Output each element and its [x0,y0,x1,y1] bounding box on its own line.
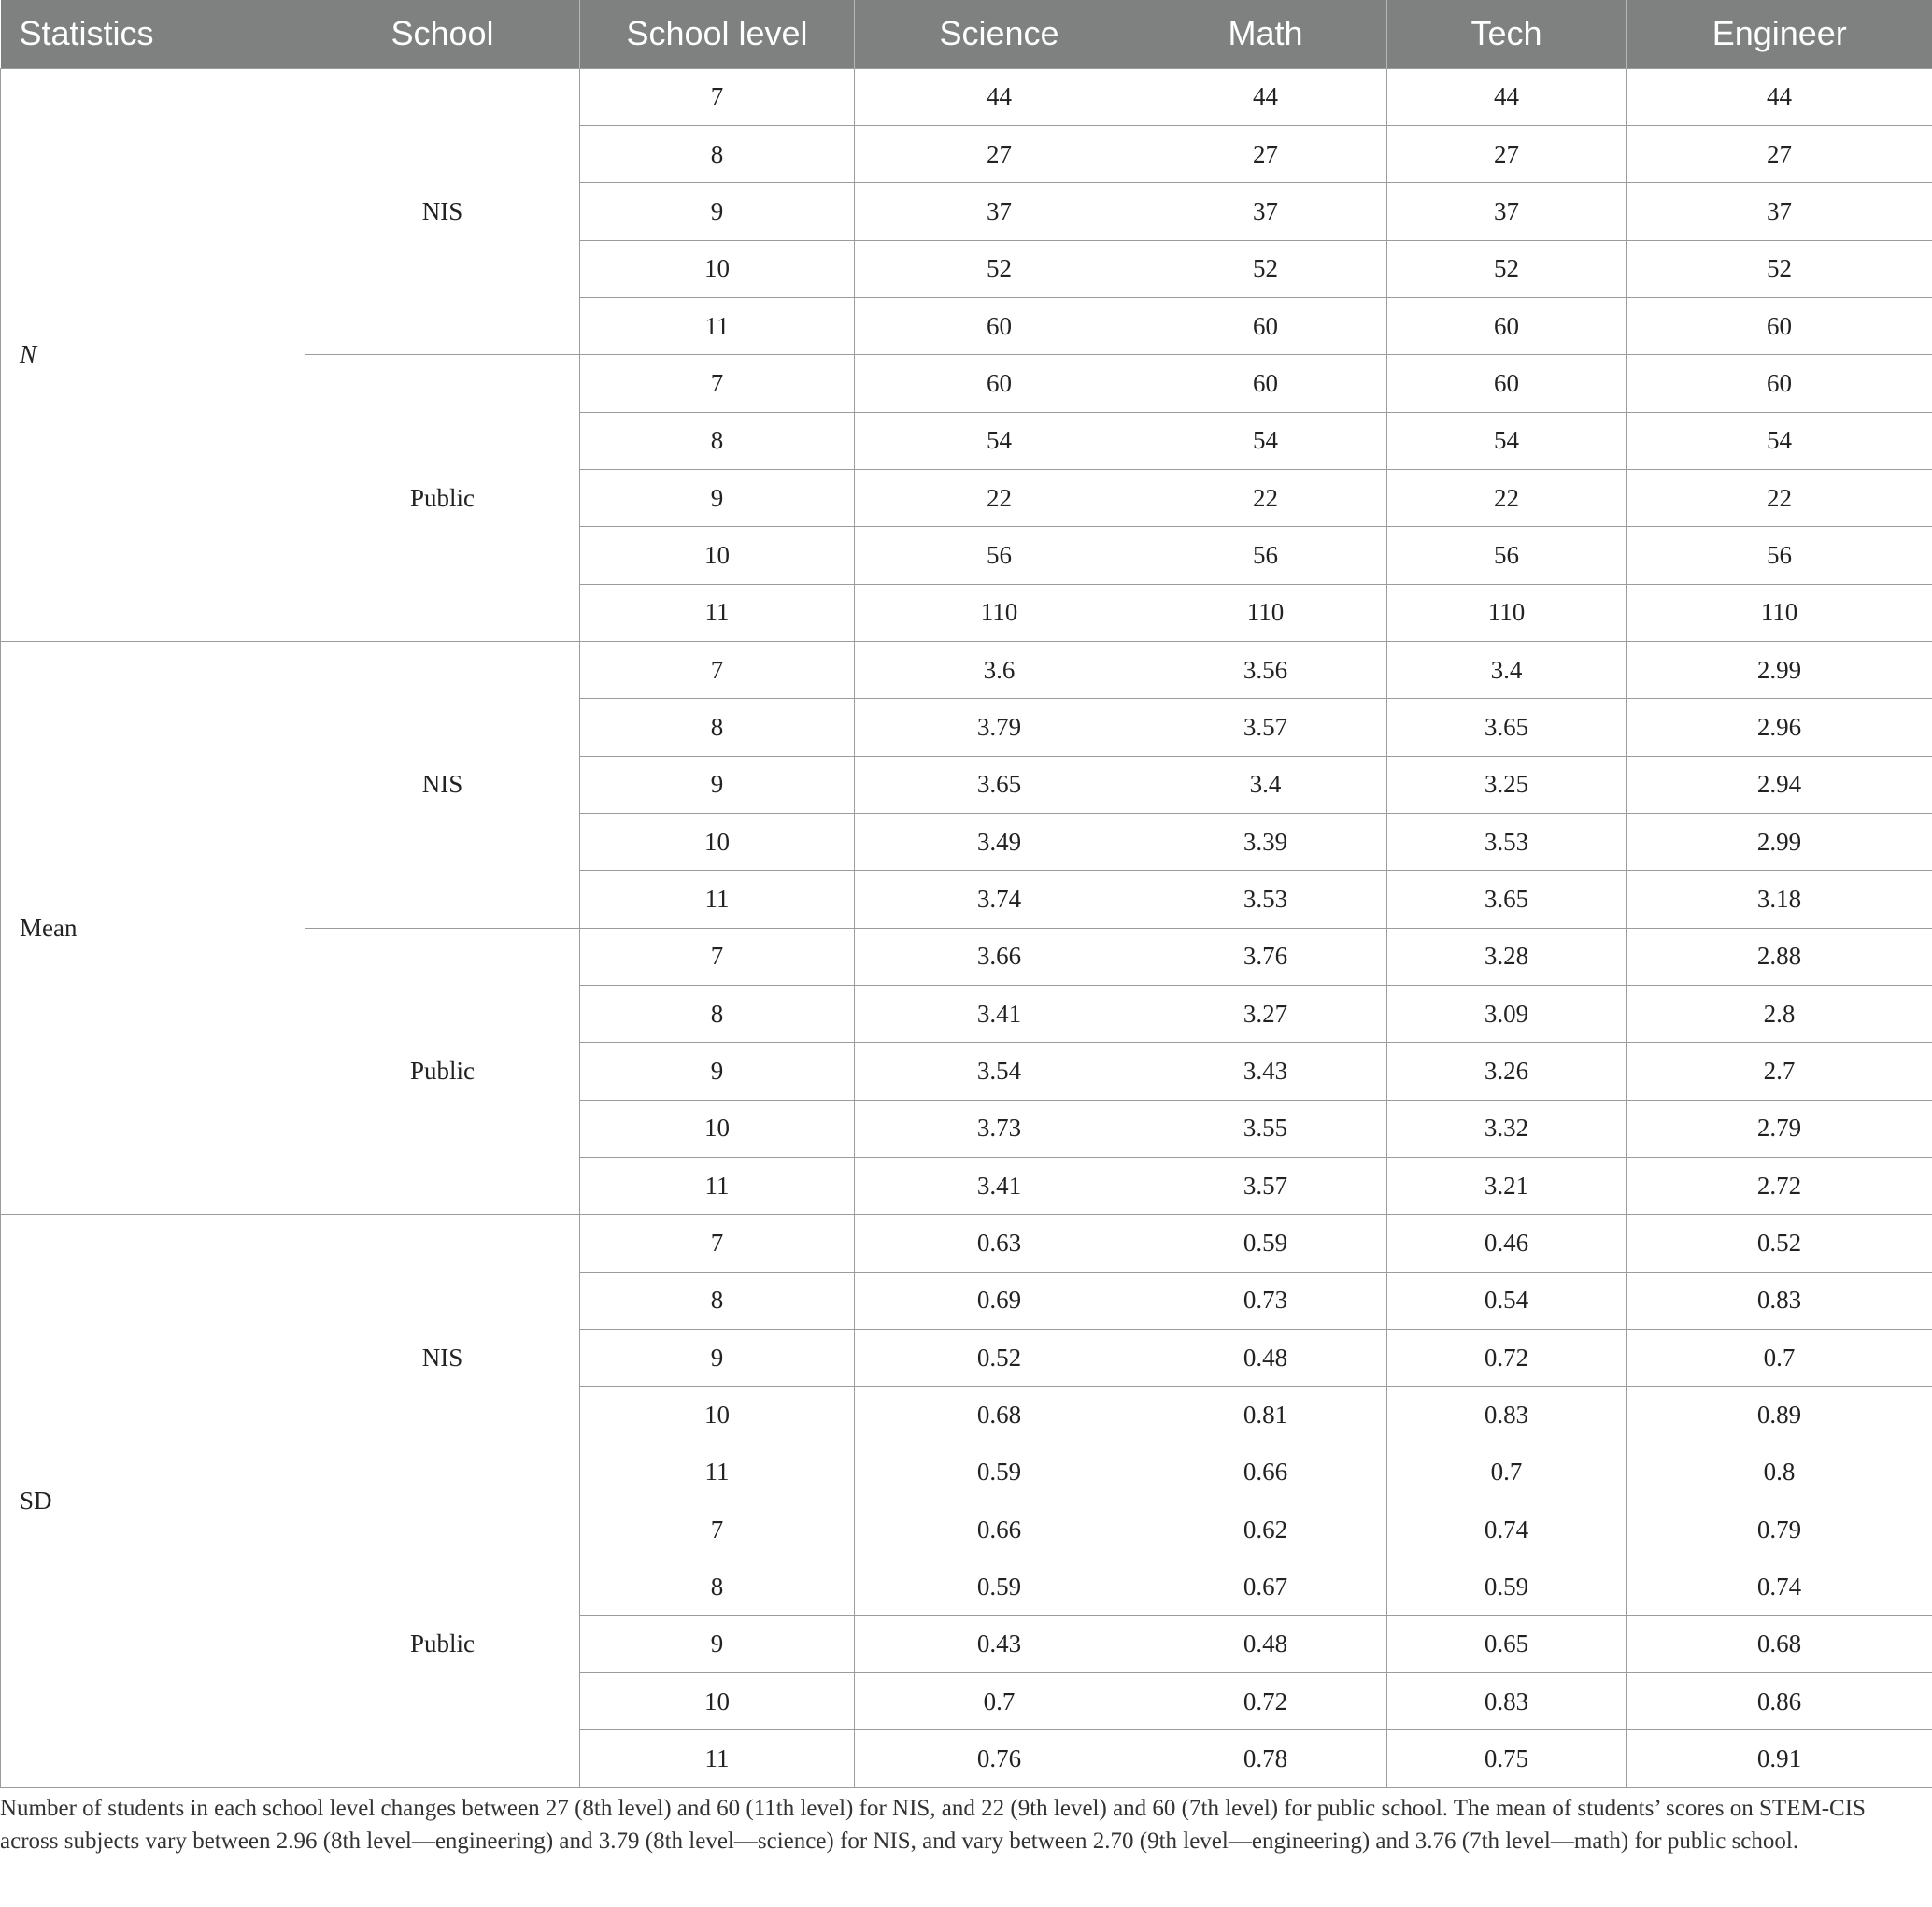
engineer-cell: 0.52 [1627,1215,1932,1272]
math-cell: 3.39 [1144,813,1387,870]
statistic-label: N [1,68,305,641]
statistic-label: Mean [1,641,305,1214]
engineer-cell: 52 [1627,240,1932,297]
math-cell: 0.48 [1144,1330,1387,1387]
school-level-cell: 11 [580,871,855,928]
table-footnote: Number of students in each school level changes between 27 (8th level) and 60 (11th level) for NIS, and 22 (9th level) and 60 (7th level) for public school. The mean of students’ scores on STEM-CIS across subjects vary between 2.96 (8th level—engineering) and 3.79 (8th level—science) for NIS, and vary between 2.70 (9th level—engineering) and 3.76 (7th level—math) for public school. [0,1796,1866,1854]
engineer-cell: 2.96 [1627,699,1932,756]
header-engineer: Engineer [1627,0,1932,68]
tech-cell: 0.74 [1387,1501,1627,1558]
tech-cell: 3.65 [1387,699,1627,756]
school-level-cell: 8 [580,986,855,1043]
engineer-cell: 0.83 [1627,1272,1932,1329]
engineer-cell: 0.68 [1627,1615,1932,1672]
engineer-cell: 60 [1627,297,1932,354]
math-cell: 0.81 [1144,1387,1387,1444]
school-level-cell: 7 [580,1501,855,1558]
engineer-cell: 37 [1627,183,1932,240]
tech-cell: 3.4 [1387,641,1627,698]
header-row [1,0,1932,68]
science-cell: 0.69 [855,1272,1144,1329]
math-cell: 54 [1144,412,1387,469]
science-cell: 60 [855,355,1144,412]
engineer-cell: 0.91 [1627,1730,1932,1787]
school-level-cell: 9 [580,1330,855,1387]
header-school: School [305,0,580,68]
science-cell: 22 [855,469,1144,526]
tech-cell: 0.59 [1387,1558,1627,1615]
math-cell: 0.78 [1144,1730,1387,1787]
school-level-cell: 9 [580,469,855,526]
engineer-cell: 0.74 [1627,1558,1932,1615]
engineer-cell: 0.89 [1627,1387,1932,1444]
math-cell: 0.59 [1144,1215,1387,1272]
engineer-cell: 2.79 [1627,1100,1932,1157]
header-statistics: Statistics [1,0,305,68]
school-label: Public [305,1501,580,1788]
math-cell: 56 [1144,527,1387,584]
tech-cell: 110 [1387,584,1627,641]
engineer-cell: 2.8 [1627,986,1932,1043]
science-cell: 37 [855,183,1144,240]
math-cell: 0.66 [1144,1444,1387,1501]
tech-cell: 56 [1387,527,1627,584]
school-level-cell: 9 [580,756,855,813]
school-level-cell: 9 [580,183,855,240]
tech-cell: 3.65 [1387,871,1627,928]
table-body [1,68,1932,1787]
science-cell: 3.6 [855,641,1144,698]
school-level-cell: 7 [580,928,855,985]
school-level-cell: 11 [580,1730,855,1787]
tech-cell: 52 [1387,240,1627,297]
science-cell: 56 [855,527,1144,584]
school-label: NIS [305,68,580,355]
school-level-cell: 9 [580,1615,855,1672]
science-cell: 3.74 [855,871,1144,928]
engineer-cell: 56 [1627,527,1932,584]
tech-cell: 0.46 [1387,1215,1627,1272]
header-school-level: School level [580,0,855,68]
table-row [1,68,1932,125]
engineer-cell: 2.94 [1627,756,1932,813]
tech-cell: 27 [1387,125,1627,182]
math-cell: 3.57 [1144,699,1387,756]
science-cell: 3.54 [855,1043,1144,1100]
school-level-cell: 10 [580,1387,855,1444]
tech-cell: 0.7 [1387,1444,1627,1501]
table-row [1,1215,1932,1272]
math-cell: 22 [1144,469,1387,526]
tech-cell: 0.72 [1387,1330,1627,1387]
tech-cell: 60 [1387,355,1627,412]
science-cell: 0.59 [855,1444,1144,1501]
math-cell: 0.72 [1144,1673,1387,1730]
science-cell: 3.66 [855,928,1144,985]
engineer-cell: 0.79 [1627,1501,1932,1558]
school-level-cell: 10 [580,1100,855,1157]
school-level-cell: 11 [580,584,855,641]
engineer-cell: 0.86 [1627,1673,1932,1730]
science-cell: 60 [855,297,1144,354]
school-level-cell: 10 [580,1673,855,1730]
math-cell: 44 [1144,68,1387,125]
science-cell: 52 [855,240,1144,297]
tech-cell: 3.26 [1387,1043,1627,1100]
engineer-cell: 2.7 [1627,1043,1932,1100]
school-label: Public [305,928,580,1215]
tech-cell: 37 [1387,183,1627,240]
tech-cell: 3.09 [1387,986,1627,1043]
school-label: NIS [305,1215,580,1501]
tech-cell: 60 [1387,297,1627,354]
school-level-cell: 7 [580,68,855,125]
math-cell: 3.76 [1144,928,1387,985]
science-cell: 0.59 [855,1558,1144,1615]
engineer-cell: 44 [1627,68,1932,125]
tech-cell: 0.54 [1387,1272,1627,1329]
school-level-cell: 9 [580,1043,855,1100]
math-cell: 3.53 [1144,871,1387,928]
math-cell: 3.27 [1144,986,1387,1043]
engineer-cell: 0.8 [1627,1444,1932,1501]
math-cell: 60 [1144,355,1387,412]
science-cell: 110 [855,584,1144,641]
science-cell: 0.76 [855,1730,1144,1787]
school-level-cell: 11 [580,297,855,354]
tech-cell: 3.32 [1387,1100,1627,1157]
math-cell: 0.73 [1144,1272,1387,1329]
header-science: Science [855,0,1144,68]
tech-cell: 0.75 [1387,1730,1627,1787]
statistic-label: SD [1,1215,305,1787]
science-cell: 27 [855,125,1144,182]
school-label: Public [305,355,580,642]
tech-cell: 22 [1387,469,1627,526]
engineer-cell: 54 [1627,412,1932,469]
math-cell: 52 [1144,240,1387,297]
science-cell: 0.52 [855,1330,1144,1387]
header-tech: Tech [1387,0,1627,68]
tech-cell: 3.28 [1387,928,1627,985]
tech-cell: 3.21 [1387,1158,1627,1215]
science-cell: 3.41 [855,986,1144,1043]
science-cell: 54 [855,412,1144,469]
math-cell: 0.67 [1144,1558,1387,1615]
math-cell: 3.56 [1144,641,1387,698]
tech-cell: 54 [1387,412,1627,469]
school-level-cell: 10 [580,240,855,297]
math-cell: 27 [1144,125,1387,182]
engineer-cell: 0.7 [1627,1330,1932,1387]
science-cell: 3.79 [855,699,1144,756]
engineer-cell: 110 [1627,584,1932,641]
math-cell: 3.55 [1144,1100,1387,1157]
table-row [1,641,1932,698]
math-cell: 3.57 [1144,1158,1387,1215]
science-cell: 0.63 [855,1215,1144,1272]
school-level-cell: 11 [580,1158,855,1215]
school-level-cell: 10 [580,813,855,870]
school-level-cell: 7 [580,1215,855,1272]
math-cell: 0.48 [1144,1615,1387,1672]
school-level-cell: 8 [580,699,855,756]
science-cell: 0.68 [855,1387,1144,1444]
tech-cell: 3.53 [1387,813,1627,870]
engineer-cell: 2.99 [1627,641,1932,698]
tech-cell: 44 [1387,68,1627,125]
school-label: NIS [305,641,580,928]
math-cell: 37 [1144,183,1387,240]
engineer-cell: 60 [1627,355,1932,412]
engineer-cell: 2.99 [1627,813,1932,870]
school-level-cell: 11 [580,1444,855,1501]
science-cell: 3.65 [855,756,1144,813]
math-cell: 3.43 [1144,1043,1387,1100]
table-header [1,0,1932,68]
math-cell: 110 [1144,584,1387,641]
tech-cell: 0.65 [1387,1615,1627,1672]
science-cell: 0.43 [855,1615,1144,1672]
tech-cell: 0.83 [1387,1387,1627,1444]
engineer-cell: 2.72 [1627,1158,1932,1215]
engineer-cell: 2.88 [1627,928,1932,985]
engineer-cell: 27 [1627,125,1932,182]
school-level-cell: 7 [580,355,855,412]
school-level-cell: 8 [580,1272,855,1329]
school-level-cell: 10 [580,527,855,584]
tech-cell: 0.83 [1387,1673,1627,1730]
tech-cell: 3.25 [1387,756,1627,813]
school-level-cell: 8 [580,1558,855,1615]
engineer-cell: 3.18 [1627,871,1932,928]
math-cell: 3.4 [1144,756,1387,813]
school-level-cell: 7 [580,641,855,698]
math-cell: 60 [1144,297,1387,354]
science-cell: 3.41 [855,1158,1144,1215]
science-cell: 0.66 [855,1501,1144,1558]
school-level-cell: 8 [580,125,855,182]
math-cell: 0.62 [1144,1501,1387,1558]
science-cell: 3.73 [855,1100,1144,1157]
science-cell: 0.7 [855,1673,1144,1730]
header-math: Math [1144,0,1387,68]
engineer-cell: 22 [1627,469,1932,526]
science-cell: 3.49 [855,813,1144,870]
school-level-cell: 8 [580,412,855,469]
science-cell: 44 [855,68,1144,125]
